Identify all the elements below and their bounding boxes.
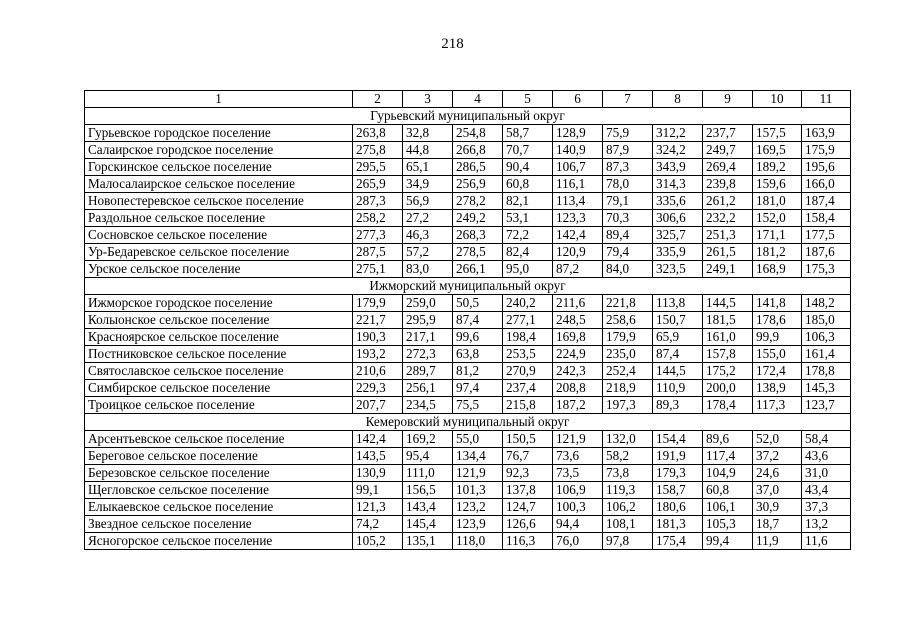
value-cell: 210,6 [353, 363, 403, 380]
table-row [85, 346, 851, 363]
value-cell: 169,2 [403, 431, 453, 448]
value-cell: 253,5 [503, 346, 553, 363]
page-number: 218 [441, 36, 464, 52]
value-cell: 70,7 [503, 142, 553, 159]
value-cell: 55,0 [453, 431, 503, 448]
value-cell: 211,6 [553, 295, 603, 312]
value-cell: 75,5 [453, 397, 503, 414]
value-cell: 32,8 [403, 125, 453, 142]
table-row [85, 533, 851, 550]
value-cell: 266,8 [453, 142, 503, 159]
table-row [85, 193, 851, 210]
value-cell: 143,5 [353, 448, 403, 465]
value-cell: 95,4 [403, 448, 453, 465]
value-cell: 89,6 [703, 431, 753, 448]
value-cell: 200,0 [703, 380, 753, 397]
value-cell: 181,5 [703, 312, 753, 329]
value-cell: 130,9 [353, 465, 403, 482]
value-cell: 254,8 [453, 125, 503, 142]
table-row [85, 244, 851, 261]
value-cell: 218,9 [603, 380, 653, 397]
column-header: 7 [603, 91, 653, 108]
settlement-name-cell: Горскинское сельское поселение [85, 159, 353, 176]
value-cell: 265,9 [353, 176, 403, 193]
value-cell: 221,7 [353, 312, 403, 329]
value-cell: 27,2 [403, 210, 453, 227]
value-cell: 163,9 [802, 125, 851, 142]
value-cell: 106,7 [553, 159, 603, 176]
value-cell: 256,9 [453, 176, 503, 193]
column-header: 9 [703, 91, 753, 108]
value-cell: 155,0 [753, 346, 802, 363]
value-cell: 81,2 [453, 363, 503, 380]
value-cell: 43,4 [802, 482, 851, 499]
value-cell: 58,4 [802, 431, 851, 448]
value-cell: 152,0 [753, 210, 802, 227]
value-cell: 208,8 [553, 380, 603, 397]
value-cell: 123,3 [553, 210, 603, 227]
value-cell: 95,0 [503, 261, 553, 278]
value-cell: 123,7 [802, 397, 851, 414]
value-cell: 100,3 [553, 499, 603, 516]
value-cell: 92,3 [503, 465, 553, 482]
value-cell: 278,5 [453, 244, 503, 261]
section-title: Ижморский муниципальный округ [85, 278, 851, 295]
section-title: Гурьевский муниципальный округ [85, 108, 851, 125]
value-cell: 175,9 [802, 142, 851, 159]
settlement-name-cell: Новопестеревское сельское поселение [85, 193, 353, 210]
value-cell: 270,9 [503, 363, 553, 380]
value-cell: 177,5 [802, 227, 851, 244]
value-cell: 178,6 [753, 312, 802, 329]
settlement-name-cell: Ижморское городское поселение [85, 295, 353, 312]
value-cell: 189,2 [753, 159, 802, 176]
settlement-name-cell: Щегловское сельское поселение [85, 482, 353, 499]
value-cell: 145,3 [802, 380, 851, 397]
value-cell: 314,3 [653, 176, 703, 193]
settlement-name-cell: Береговое сельское поселение [85, 448, 353, 465]
value-cell: 121,9 [553, 431, 603, 448]
settlement-name-cell: Гурьевское городское поселение [85, 125, 353, 142]
value-cell: 156,5 [403, 482, 453, 499]
table-row [85, 142, 851, 159]
value-cell: 78,0 [603, 176, 653, 193]
table-body [85, 91, 851, 550]
value-cell: 99,4 [703, 533, 753, 550]
value-cell: 60,8 [503, 176, 553, 193]
value-cell: 268,3 [453, 227, 503, 244]
value-cell: 193,2 [353, 346, 403, 363]
settlement-name-cell: Симбирское сельское поселение [85, 380, 353, 397]
value-cell: 237,4 [503, 380, 553, 397]
column-header: 8 [653, 91, 703, 108]
value-cell: 343,9 [653, 159, 703, 176]
table-row [85, 516, 851, 533]
value-cell: 185,0 [802, 312, 851, 329]
value-cell: 277,1 [503, 312, 553, 329]
value-cell: 87,9 [603, 142, 653, 159]
value-cell: 138,9 [753, 380, 802, 397]
value-cell: 187,4 [802, 193, 851, 210]
value-cell: 178,8 [802, 363, 851, 380]
value-cell: 79,4 [603, 244, 653, 261]
value-cell: 104,9 [703, 465, 753, 482]
value-cell: 266,1 [453, 261, 503, 278]
value-cell: 89,3 [653, 397, 703, 414]
value-cell: 120,9 [553, 244, 603, 261]
column-header: 5 [503, 91, 553, 108]
value-cell: 142,4 [553, 227, 603, 244]
value-cell: 121,3 [353, 499, 403, 516]
table-row [85, 159, 851, 176]
value-cell: 132,0 [603, 431, 653, 448]
table-row [85, 295, 851, 312]
value-cell: 101,3 [453, 482, 503, 499]
value-cell: 335,9 [653, 244, 703, 261]
value-cell: 108,1 [603, 516, 653, 533]
value-cell: 99,6 [453, 329, 503, 346]
value-cell: 249,7 [703, 142, 753, 159]
value-cell: 289,7 [403, 363, 453, 380]
section-header-row [85, 278, 851, 295]
value-cell: 217,1 [403, 329, 453, 346]
value-cell: 24,6 [753, 465, 802, 482]
table-row [85, 227, 851, 244]
settlement-name-cell: Малосалаирское сельское поселение [85, 176, 353, 193]
value-cell: 261,2 [703, 193, 753, 210]
value-cell: 221,8 [603, 295, 653, 312]
value-cell: 57,2 [403, 244, 453, 261]
value-cell: 63,8 [453, 346, 503, 363]
value-cell: 118,0 [453, 533, 503, 550]
value-cell: 269,4 [703, 159, 753, 176]
value-cell: 286,5 [453, 159, 503, 176]
value-cell: 229,3 [353, 380, 403, 397]
value-cell: 43,6 [802, 448, 851, 465]
value-cell: 50,5 [453, 295, 503, 312]
value-cell: 148,2 [802, 295, 851, 312]
value-cell: 105,2 [353, 533, 403, 550]
value-cell: 99,9 [753, 329, 802, 346]
settlement-name-cell: Звездное сельское поселение [85, 516, 353, 533]
value-cell: 181,0 [753, 193, 802, 210]
value-cell: 97,8 [603, 533, 653, 550]
value-cell: 312,2 [653, 125, 703, 142]
value-cell: 277,3 [353, 227, 403, 244]
value-cell: 248,5 [553, 312, 603, 329]
value-cell: 158,7 [653, 482, 703, 499]
value-cell: 190,3 [353, 329, 403, 346]
value-cell: 119,3 [603, 482, 653, 499]
column-header: 3 [403, 91, 453, 108]
value-cell: 275,1 [353, 261, 403, 278]
value-cell: 324,2 [653, 142, 703, 159]
value-cell: 197,3 [603, 397, 653, 414]
value-cell: 52,0 [753, 431, 802, 448]
value-cell: 94,4 [553, 516, 603, 533]
value-cell: 56,9 [403, 193, 453, 210]
value-cell: 60,8 [703, 482, 753, 499]
settlement-name-cell: Ур-Бедаревское сельское поселение [85, 244, 353, 261]
value-cell: 74,2 [353, 516, 403, 533]
settlement-name-cell: Елыкаевское сельское поселение [85, 499, 353, 516]
value-cell: 287,3 [353, 193, 403, 210]
value-cell: 87,2 [553, 261, 603, 278]
value-cell: 84,0 [603, 261, 653, 278]
value-cell: 179,9 [603, 329, 653, 346]
value-cell: 18,7 [753, 516, 802, 533]
value-cell: 169,5 [753, 142, 802, 159]
value-cell: 323,5 [653, 261, 703, 278]
value-cell: 150,5 [503, 431, 553, 448]
settlement-name-cell: Раздольное сельское поселение [85, 210, 353, 227]
value-cell: 180,6 [653, 499, 703, 516]
value-cell: 144,5 [653, 363, 703, 380]
value-cell: 158,4 [802, 210, 851, 227]
table-row [85, 312, 851, 329]
table-row [85, 465, 851, 482]
value-cell: 278,2 [453, 193, 503, 210]
table-row [85, 329, 851, 346]
value-cell: 169,8 [553, 329, 603, 346]
value-cell: 259,0 [403, 295, 453, 312]
value-cell: 179,3 [653, 465, 703, 482]
column-header: 2 [353, 91, 403, 108]
value-cell: 142,4 [353, 431, 403, 448]
value-cell: 110,9 [653, 380, 703, 397]
table-row [85, 482, 851, 499]
value-cell: 287,5 [353, 244, 403, 261]
settlement-name-cell: Красноярское сельское поселение [85, 329, 353, 346]
table-row [85, 397, 851, 414]
value-cell: 30,9 [753, 499, 802, 516]
value-cell: 275,8 [353, 142, 403, 159]
value-cell: 251,3 [703, 227, 753, 244]
distance-table [84, 90, 851, 550]
value-cell: 99,1 [353, 482, 403, 499]
value-cell: 172,4 [753, 363, 802, 380]
value-cell: 261,5 [703, 244, 753, 261]
value-cell: 272,3 [403, 346, 453, 363]
settlement-name-cell: Ясногорское сельское поселение [85, 533, 353, 550]
value-cell: 70,3 [603, 210, 653, 227]
value-cell: 143,4 [403, 499, 453, 516]
value-cell: 46,3 [403, 227, 453, 244]
value-cell: 105,3 [703, 516, 753, 533]
value-cell: 232,2 [703, 210, 753, 227]
value-cell: 137,8 [503, 482, 553, 499]
column-header: 1 [85, 91, 353, 108]
table-row [85, 176, 851, 193]
section-header-row [85, 414, 851, 431]
table-row [85, 499, 851, 516]
value-cell: 161,4 [802, 346, 851, 363]
table-row [85, 380, 851, 397]
value-cell: 263,8 [353, 125, 403, 142]
settlement-name-cell: Постниковское сельское поселение [85, 346, 353, 363]
value-cell: 187,6 [802, 244, 851, 261]
value-cell: 295,5 [353, 159, 403, 176]
value-cell: 116,1 [553, 176, 603, 193]
column-header: 6 [553, 91, 603, 108]
value-cell: 157,8 [703, 346, 753, 363]
value-cell: 65,9 [653, 329, 703, 346]
value-cell: 37,0 [753, 482, 802, 499]
value-cell: 82,4 [503, 244, 553, 261]
value-cell: 325,7 [653, 227, 703, 244]
value-cell: 72,2 [503, 227, 553, 244]
value-cell: 144,5 [703, 295, 753, 312]
value-cell: 37,3 [802, 499, 851, 516]
value-cell: 168,9 [753, 261, 802, 278]
column-header: 11 [802, 91, 851, 108]
value-cell: 207,7 [353, 397, 403, 414]
value-cell: 154,4 [653, 431, 703, 448]
header-row [85, 91, 851, 108]
value-cell: 87,4 [653, 346, 703, 363]
value-cell: 113,4 [553, 193, 603, 210]
value-cell: 258,2 [353, 210, 403, 227]
value-cell: 166,0 [802, 176, 851, 193]
value-cell: 79,1 [603, 193, 653, 210]
value-cell: 159,6 [753, 176, 802, 193]
value-cell: 73,5 [553, 465, 603, 482]
value-cell: 87,3 [603, 159, 653, 176]
value-cell: 128,9 [553, 125, 603, 142]
settlement-name-cell: Салаирское городское поселение [85, 142, 353, 159]
value-cell: 187,2 [553, 397, 603, 414]
value-cell: 145,4 [403, 516, 453, 533]
value-cell: 240,2 [503, 295, 553, 312]
section-header-row [85, 108, 851, 125]
value-cell: 82,1 [503, 193, 553, 210]
value-cell: 215,8 [503, 397, 553, 414]
value-cell: 89,4 [603, 227, 653, 244]
value-cell: 234,5 [403, 397, 453, 414]
value-cell: 65,1 [403, 159, 453, 176]
value-cell: 258,6 [603, 312, 653, 329]
settlement-name-cell: Колыонское сельское поселение [85, 312, 353, 329]
value-cell: 191,9 [653, 448, 703, 465]
value-cell: 44,8 [403, 142, 453, 159]
value-cell: 198,4 [503, 329, 553, 346]
value-cell: 106,9 [553, 482, 603, 499]
value-cell: 242,3 [553, 363, 603, 380]
value-cell: 106,1 [703, 499, 753, 516]
value-cell: 76,0 [553, 533, 603, 550]
value-cell: 97,4 [453, 380, 503, 397]
value-cell: 249,1 [703, 261, 753, 278]
value-cell: 117,3 [753, 397, 802, 414]
value-cell: 171,1 [753, 227, 802, 244]
value-cell: 11,9 [753, 533, 802, 550]
value-cell: 73,8 [603, 465, 653, 482]
value-cell: 117,4 [703, 448, 753, 465]
value-cell: 58,7 [503, 125, 553, 142]
value-cell: 34,9 [403, 176, 453, 193]
column-header: 4 [453, 91, 503, 108]
value-cell: 111,0 [403, 465, 453, 482]
settlement-name-cell: Урское сельское поселение [85, 261, 353, 278]
value-cell: 141,8 [753, 295, 802, 312]
value-cell: 178,4 [703, 397, 753, 414]
settlement-name-cell: Троицкое сельское поселение [85, 397, 353, 414]
value-cell: 150,7 [653, 312, 703, 329]
value-cell: 306,6 [653, 210, 703, 227]
value-cell: 87,4 [453, 312, 503, 329]
value-cell: 13,2 [802, 516, 851, 533]
settlement-name-cell: Арсентьевское сельское поселение [85, 431, 353, 448]
value-cell: 249,2 [453, 210, 503, 227]
value-cell: 239,8 [703, 176, 753, 193]
value-cell: 295,9 [403, 312, 453, 329]
value-cell: 235,0 [603, 346, 653, 363]
value-cell: 134,4 [453, 448, 503, 465]
table-row [85, 431, 851, 448]
section-title: Кемеровский муниципальный округ [85, 414, 851, 431]
value-cell: 116,3 [503, 533, 553, 550]
value-cell: 135,1 [403, 533, 453, 550]
value-cell: 11,6 [802, 533, 851, 550]
settlement-name-cell: Святославское сельское поселение [85, 363, 353, 380]
table-row [85, 363, 851, 380]
value-cell: 75,9 [603, 125, 653, 142]
value-cell: 157,5 [753, 125, 802, 142]
settlement-name-cell: Березовское сельское поселение [85, 465, 353, 482]
value-cell: 123,2 [453, 499, 503, 516]
value-cell: 252,4 [603, 363, 653, 380]
value-cell: 53,1 [503, 210, 553, 227]
value-cell: 73,6 [553, 448, 603, 465]
column-header: 10 [753, 91, 802, 108]
value-cell: 90,4 [503, 159, 553, 176]
value-cell: 106,3 [802, 329, 851, 346]
value-cell: 256,1 [403, 380, 453, 397]
settlement-name-cell: Сосновское сельское поселение [85, 227, 353, 244]
table-row [85, 210, 851, 227]
value-cell: 175,3 [802, 261, 851, 278]
value-cell: 123,9 [453, 516, 503, 533]
value-cell: 181,3 [653, 516, 703, 533]
value-cell: 179,9 [353, 295, 403, 312]
value-cell: 126,6 [503, 516, 553, 533]
value-cell: 175,4 [653, 533, 703, 550]
value-cell: 113,8 [653, 295, 703, 312]
value-cell: 161,0 [703, 329, 753, 346]
value-cell: 175,2 [703, 363, 753, 380]
value-cell: 195,6 [802, 159, 851, 176]
value-cell: 31,0 [802, 465, 851, 482]
value-cell: 181,2 [753, 244, 802, 261]
value-cell: 224,9 [553, 346, 603, 363]
value-cell: 83,0 [403, 261, 453, 278]
value-cell: 58,2 [603, 448, 653, 465]
table-row [85, 125, 851, 142]
table-row [85, 448, 851, 465]
value-cell: 124,7 [503, 499, 553, 516]
value-cell: 121,9 [453, 465, 503, 482]
value-cell: 76,7 [503, 448, 553, 465]
value-cell: 335,6 [653, 193, 703, 210]
value-cell: 237,7 [703, 125, 753, 142]
table-row [85, 261, 851, 278]
value-cell: 140,9 [553, 142, 603, 159]
value-cell: 106,2 [603, 499, 653, 516]
value-cell: 37,2 [753, 448, 802, 465]
